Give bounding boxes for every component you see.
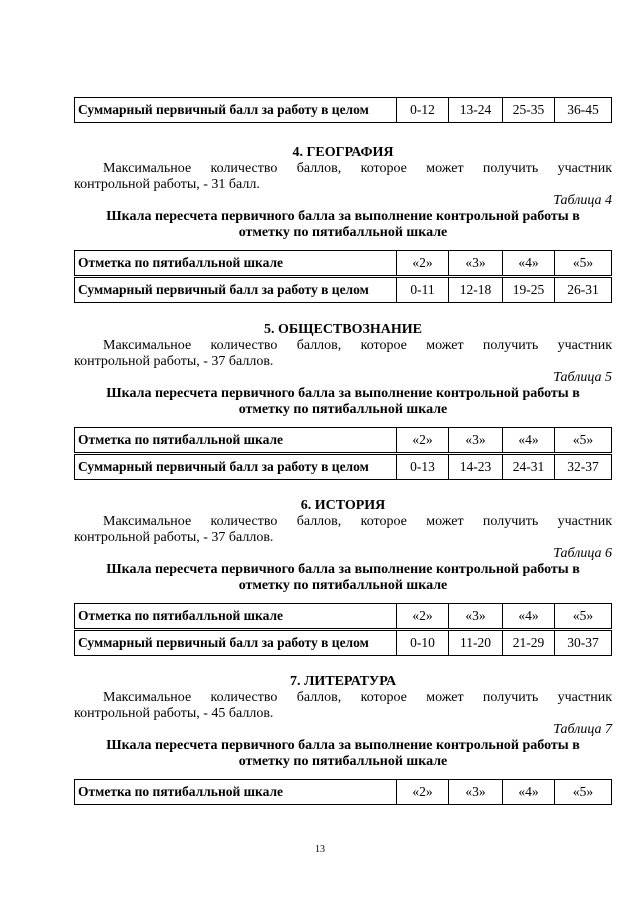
grade-cell: «5» (555, 604, 612, 630)
section-social-studies (74, 321, 612, 480)
paragraph-line: Максимальное количество баллов, которое может получить участник (103, 161, 612, 176)
table-title-line: отметку по пятибалльной шкале (238, 225, 448, 240)
score-cell: 0-13 (397, 454, 449, 480)
paragraph-line: Максимальное количество баллов, которое может получить участник (103, 338, 612, 353)
score-cell: 0-10 (397, 630, 449, 656)
grade-cell: «2» (397, 428, 449, 454)
score-cell: 30-37 (555, 630, 612, 656)
table-row (75, 428, 612, 454)
grade-table (74, 427, 612, 480)
table-row (75, 251, 612, 277)
score-cell: 12-18 (449, 277, 503, 303)
score-row-label: Суммарный первичный балл за работу в целом (75, 630, 397, 656)
score-cell: 14-23 (449, 454, 503, 480)
table-row (75, 604, 612, 630)
score-cell: 32-37 (555, 454, 612, 480)
section-paragraph (74, 690, 612, 722)
paragraph-line: контрольной работы, - 37 баллов. (74, 354, 274, 369)
grade-header-label: Отметка по пятибалльной шкале (75, 251, 397, 277)
table-row (75, 277, 612, 303)
section-literature (74, 673, 612, 805)
section-paragraph (74, 161, 612, 193)
paragraph-line: контрольной работы, - 45 баллов. (74, 706, 274, 721)
score-cell: 11-20 (449, 630, 503, 656)
score-table-continued (74, 97, 612, 123)
page-number: 13 (315, 844, 325, 855)
grade-table (74, 603, 612, 656)
table-title (74, 209, 612, 241)
section-paragraph (74, 514, 612, 546)
grade-cell: «3» (449, 251, 503, 277)
top-table-block (74, 97, 612, 123)
grade-cell: «4» (503, 604, 555, 630)
score-cell: 0-11 (397, 277, 449, 303)
table-row (75, 98, 612, 123)
paragraph-line: контрольной работы, - 37 баллов. (74, 530, 274, 545)
table-title-line: отметку по пятибалльной шкале (238, 578, 448, 593)
table-row (75, 630, 612, 656)
score-row-label: Суммарный первичный балл за работу в целом (75, 277, 397, 303)
score-cell: 36-45 (555, 98, 612, 123)
table-title (74, 386, 612, 418)
grade-table (74, 250, 612, 303)
score-cell: 19-25 (503, 277, 555, 303)
section-paragraph (74, 338, 612, 370)
section-heading: 4. ГЕОГРАФИЯ (292, 145, 394, 160)
table-row (75, 454, 612, 480)
paragraph-line: Максимальное количество баллов, которое может получить участник (103, 514, 612, 529)
score-cell: 21-29 (503, 630, 555, 656)
grade-cell: «4» (503, 428, 555, 454)
table-title-line: Шкала пересчета первичного балла за выполнение контрольной работы в (106, 562, 580, 577)
score-row-label: Суммарный первичный балл за работу в целом (75, 98, 397, 123)
section-history (74, 497, 612, 656)
score-cell: 25-35 (503, 98, 555, 123)
table-title (74, 738, 612, 770)
score-cell: 13-24 (449, 98, 503, 123)
score-cell: 26-31 (555, 277, 612, 303)
table-title-line: отметку по пятибалльной шкале (238, 754, 448, 769)
grade-cell: «5» (555, 780, 612, 805)
section-geography (74, 144, 612, 303)
grade-cell: «5» (555, 251, 612, 277)
grade-cell: «3» (449, 428, 503, 454)
grade-cell: «3» (449, 780, 503, 805)
table-label: Таблица 6 (553, 546, 612, 561)
score-cell: 0-12 (397, 98, 449, 123)
table-row (75, 780, 612, 805)
section-heading: 5. ОБЩЕСТВОЗНАНИЕ (263, 322, 423, 337)
table-title (74, 562, 612, 594)
grade-table (74, 779, 612, 805)
table-label: Таблица 5 (553, 370, 612, 385)
paragraph-line: контрольной работы, - 31 балл. (74, 177, 260, 192)
grade-cell: «2» (397, 251, 449, 277)
table-label: Таблица 7 (553, 722, 612, 737)
table-label: Таблица 4 (553, 193, 612, 208)
score-cell: 24-31 (503, 454, 555, 480)
section-heading: 7. ЛИТЕРАТУРА (289, 674, 397, 689)
section-heading: 6. ИСТОРИЯ (300, 498, 386, 513)
grade-header-label: Отметка по пятибалльной шкале (75, 604, 397, 630)
paragraph-line: Максимальное количество баллов, которое может получить участник (103, 690, 612, 705)
score-row-label: Суммарный первичный балл за работу в целом (75, 454, 397, 480)
table-title-line: Шкала пересчета первичного балла за выполнение контрольной работы в (106, 209, 580, 224)
grade-cell: «2» (397, 780, 449, 805)
grade-cell: «4» (503, 780, 555, 805)
grade-header-label: Отметка по пятибалльной шкале (75, 428, 397, 454)
grade-cell: «3» (449, 604, 503, 630)
grade-cell: «2» (397, 604, 449, 630)
table-title-line: отметку по пятибалльной шкале (238, 402, 448, 417)
grade-cell: «4» (503, 251, 555, 277)
grade-header-label: Отметка по пятибалльной шкале (75, 780, 397, 805)
grade-cell: «5» (555, 428, 612, 454)
table-title-line: Шкала пересчета первичного балла за выполнение контрольной работы в (106, 738, 580, 753)
table-title-line: Шкала пересчета первичного балла за выполнение контрольной работы в (106, 386, 580, 401)
